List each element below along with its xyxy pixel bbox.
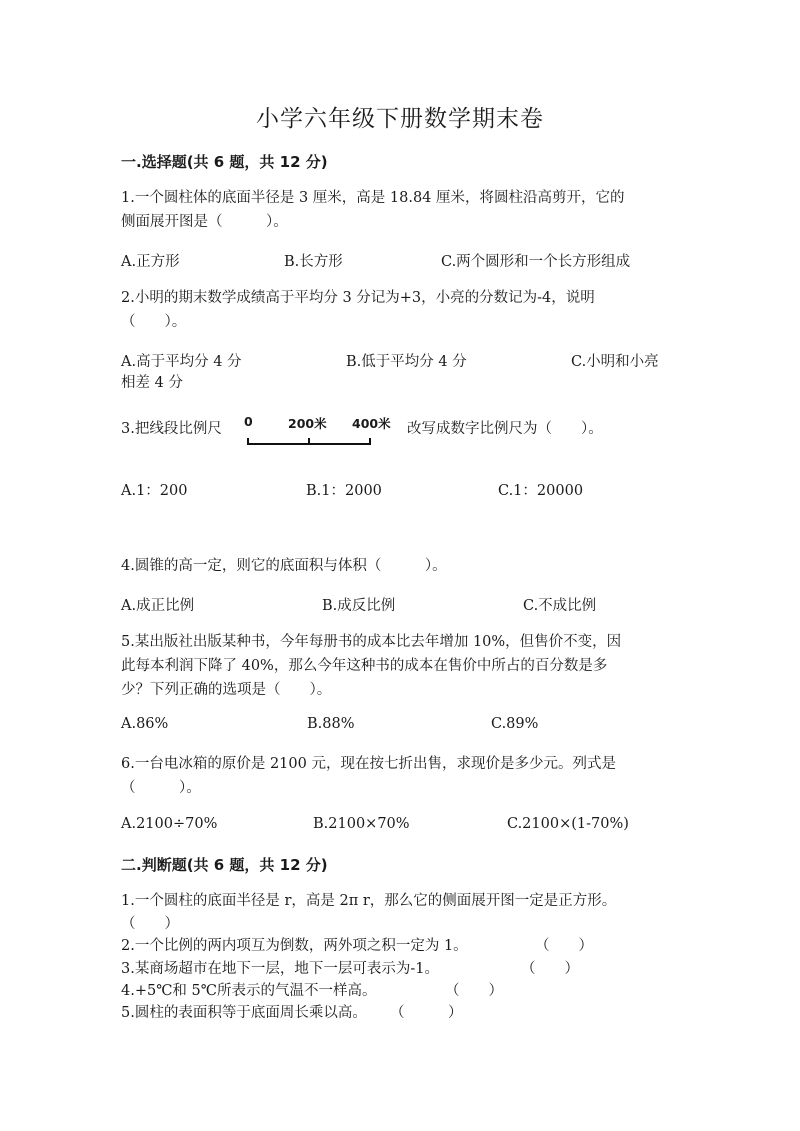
judgement-item-1-bracket[interactable]: （ ）: [121, 916, 179, 932]
scale-bar-graphic: [244, 414, 394, 448]
question-6-option-a[interactable]: A.2100÷70%: [121, 816, 218, 832]
line-segment-scale: [244, 414, 394, 448]
question-5-line-2: 此每本利润下降了 40%，那么今年这种书的成本在售价中所占的百分数是多: [121, 658, 608, 674]
question-5-line-3: 少？下列正确的选项是（ ）。: [121, 682, 332, 698]
question-2-option-b[interactable]: B.低于平均分 4 分: [346, 354, 467, 370]
question-2-line-1: 2.小明的期末数学成绩高于平均分 3 分记为+3，小亮的分数记为-4，说明: [121, 290, 595, 306]
question-2-option-c-wrap: 相差 4 分: [121, 375, 183, 391]
question-3-prefix: 3.把线段比例尺: [121, 421, 222, 437]
question-1-line-1: 1.一个圆柱体的底面半径是 3 厘米，高是 18.84 厘米，将圆柱沿高剪开，它的: [121, 190, 625, 206]
question-6-option-c[interactable]: C.2100×(1-70%): [507, 816, 629, 832]
question-2-option-a[interactable]: A.高于平均分 4 分: [121, 354, 242, 370]
judgement-item-1: 1.一个圆柱的底面半径是 r，高是 2π r，那么它的侧面展开图一定是正方形。: [121, 893, 617, 909]
scale-label-200: 200米: [288, 416, 327, 431]
judgement-item-2: 2.一个比例的两内项互为倒数，两外项之积一定为 1。: [121, 938, 468, 954]
question-3-option-c[interactable]: C.1：20000: [498, 483, 584, 499]
question-5-option-c[interactable]: C.89%: [491, 716, 539, 732]
judgement-item-2-bracket[interactable]: （ ）: [535, 938, 593, 954]
scale-label-400: 400米: [352, 416, 391, 431]
section-heading-judgement: 二.判断题(共 6 题，共 12 分): [121, 856, 328, 874]
question-2-line-2: （ ）。: [121, 314, 187, 330]
section-heading-choice: 一.选择题(共 6 题，共 12 分): [121, 153, 328, 171]
question-3-option-b[interactable]: B.1：2000: [306, 483, 382, 499]
judgement-item-5-bracket[interactable]: （ ）: [390, 1005, 463, 1021]
question-1-option-a[interactable]: A.正方形: [121, 254, 180, 270]
question-3-suffix: 改写成数字比例尺为（ ）。: [407, 421, 603, 437]
judgement-item-3-bracket[interactable]: （ ）: [521, 961, 579, 977]
question-5-line-1: 5.某出版社出版某种书，今年每册书的成本比去年增加 10%，但售价不变，因: [121, 634, 622, 650]
judgement-item-4-bracket[interactable]: （ ）: [445, 983, 503, 999]
question-3-option-a[interactable]: A.1：200: [121, 483, 188, 499]
question-4-option-c[interactable]: C.不成比例: [523, 598, 597, 614]
question-5-option-b[interactable]: B.88%: [307, 716, 355, 732]
question-1-option-b[interactable]: B.长方形: [284, 254, 343, 270]
judgement-item-5: 5.圆柱的表面积等于底面周长乘以高。: [121, 1005, 367, 1021]
question-6-option-b[interactable]: B.2100×70%: [313, 816, 410, 832]
question-2-option-c[interactable]: C.小明和小亮: [571, 354, 659, 370]
question-6-line-2: （ ）。: [121, 780, 201, 796]
question-1-line-2: 侧面展开图是（ ）。: [121, 214, 288, 230]
question-4-option-a[interactable]: A.成正比例: [121, 598, 195, 614]
page-title: 小学六年级下册数学期末卷: [256, 106, 544, 132]
question-4-option-b[interactable]: B.成反比例: [322, 598, 396, 614]
judgement-item-4: 4.+5℃和 5℃所表示的气温不一样高。: [121, 983, 377, 999]
question-6-line-1: 6.一台电冰箱的原价是 2100 元，现在按七折出售，求现价是多少元。列式是: [121, 756, 616, 772]
scale-label-0: 0: [244, 414, 253, 429]
judgement-item-3: 3.某商场超市在地下一层，地下一层可表示为-1。: [121, 961, 439, 977]
question-1-option-c[interactable]: C.两个圆形和一个长方形组成: [441, 254, 631, 270]
question-4-line-1: 4.圆锥的高一定，则它的底面积与体积（ ）。: [121, 558, 447, 574]
question-5-option-a[interactable]: A.86%: [121, 716, 169, 732]
